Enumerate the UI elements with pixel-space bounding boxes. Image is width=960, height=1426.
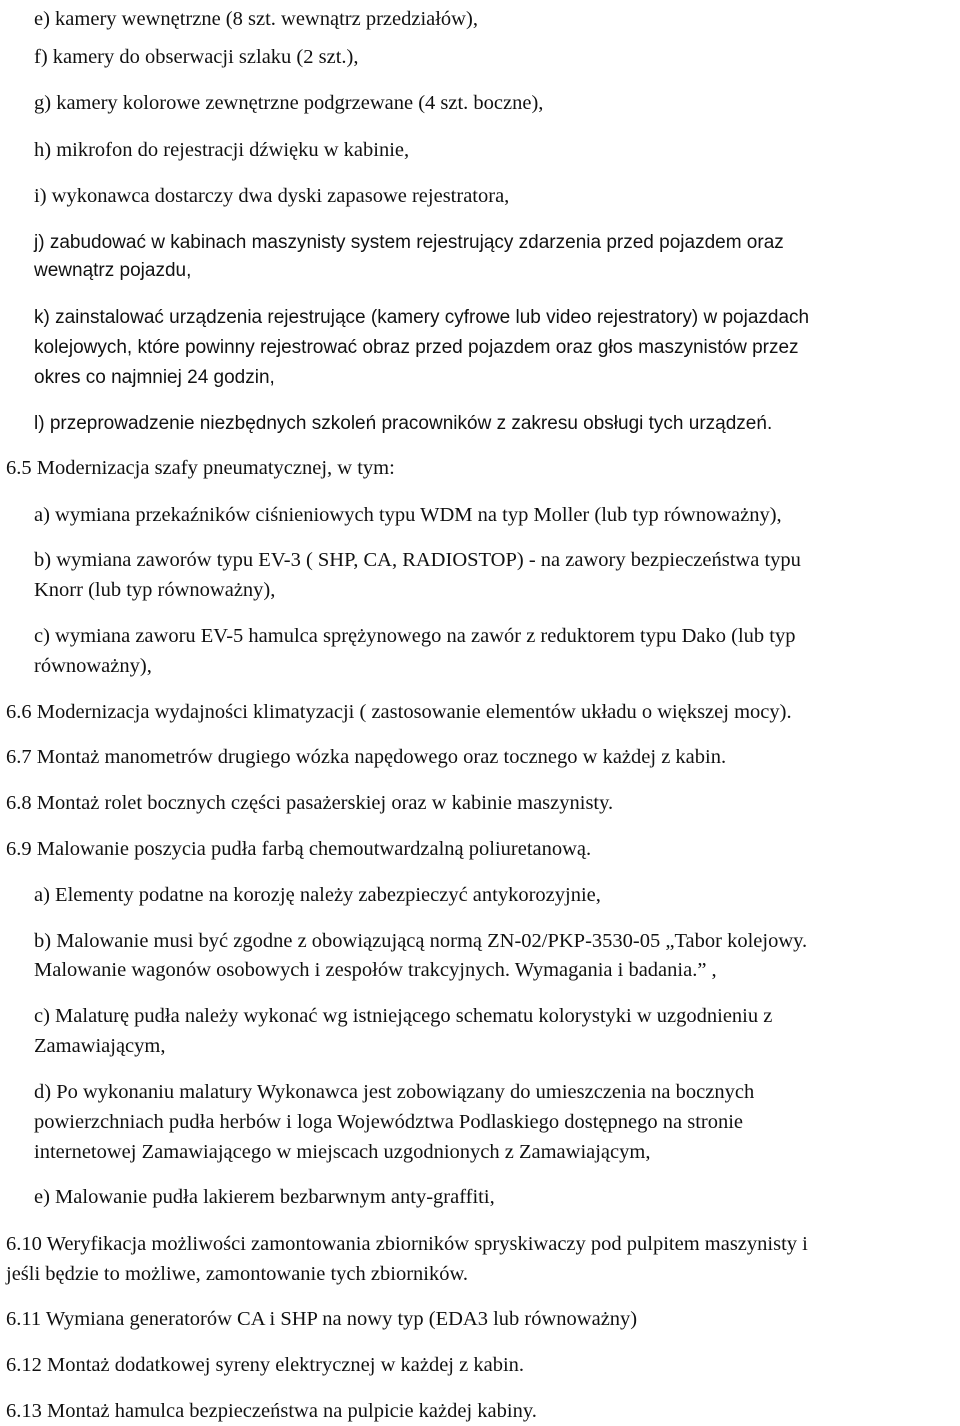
section-6-12: 6.12 Montaż dodatkowej syreny elektrycznej w każdej z kabin. [6,1354,525,1376]
item-j-line-1: j) zabudować w kabinach maszynisty system rejestrujący zdarzenia przed pojazdem oraz [34,232,784,253]
section-6-5-item-b-line-2: Knorr (lub typ równoważny), [34,579,276,601]
section-6-9-item-b-line-2: Malowanie wagonów osobowych i zespołów trakcyjnych. Wymagania i badania.” , [34,959,717,981]
section-6-9-item-d-line-3: internetowej Zamawiającego w miejscach uzgodnionych z Zamawiającym, [34,1141,651,1163]
item-g-cameras: g) kamery kolorowe zewnętrzne podgrzewane (4 szt. boczne), [34,92,544,114]
section-6-5-item-c-line-1: c) wymiana zaworu EV-5 hamulca sprężynowego na zawór z reduktorem typu Dako (lub typ [34,625,796,647]
item-j-line-2: wewnątrz pojazdu, [34,260,192,281]
section-6-10-line-1: 6.10 Weryfikacja możliwości zamontowania zbiorników spryskiwaczy pod pulpitem maszynisty i [6,1233,808,1255]
item-h-microphone: h) mikrofon do rejestracji dźwięku w kabinie, [34,139,410,161]
item-i-disks: i) wykonawca dostarczy dwa dyski zapasowe rejestratora, [34,185,510,207]
item-k-line-2: kolejowych, które powinny rejestrować obraz przed pojazdem oraz głos maszynistów przez [34,337,799,358]
section-6-9-item-c-line-2: Zamawiającym, [34,1035,166,1057]
item-f-cameras: f) kamery do obserwacji szlaku (2 szt.), [34,46,359,68]
section-6-9-heading: 6.9 Malowanie poszycia pudła farbą chemoutwardzalną poliuretanową. [6,838,592,860]
section-6-5-item-a: a) wymiana przekaźników ciśnieniowych typu WDM na typ Moller (lub typ równoważny), [34,504,782,526]
section-6-9-item-e: e) Malowanie pudła lakierem bezbarwnym anty-graffiti, [34,1186,495,1208]
section-6-8: 6.8 Montaż rolet bocznych części pasażerskiej oraz w kabinie maszynisty. [6,792,614,814]
section-6-13: 6.13 Montaż hamulca bezpieczeństwa na pulpicie każdej kabiny. [6,1400,537,1422]
section-6-9-item-c-line-1: c) Malaturę pudła należy wykonać wg istniejącego schematu kolorystyki w uzgodnieniu z [34,1005,773,1027]
section-6-11: 6.11 Wymiana generatorów CA i SHP na nowy typ (EDA3 lub równoważny) [6,1308,638,1330]
section-6-7: 6.7 Montaż manometrów drugiego wózka napędowego oraz tocznego w każdej z kabin. [6,746,727,768]
section-6-5-item-b-line-1: b) wymiana zaworów typu EV-3 ( SHP, CA, RADIOSTOP) - na zawory bezpieczeństwa typu [34,549,801,571]
item-e-cameras: e) kamery wewnętrzne (8 szt. wewnątrz przedziałów), [34,8,478,30]
section-6-10-line-2: jeśli będzie to możliwe, zamontowanie tych zbiorników. [6,1263,469,1285]
section-6-6: 6.6 Modernizacja wydajności klimatyzacji ( zastosowanie elementów układu o większej mocy). [6,701,792,723]
section-6-9-item-a: a) Elementy podatne na korozję należy zabezpieczyć antykorozyjnie, [34,884,601,906]
section-6-5-item-c-line-2: równoważny), [34,655,152,677]
section-6-9-item-b-line-1: b) Malowanie musi być zgodne z obowiązującą normą ZN-02/PKP-3530-05 „Tabor kolejowy. [34,930,808,952]
section-6-9-item-d-line-1: d) Po wykonaniu malatury Wykonawca jest zobowiązany do umieszczenia na bocznych [34,1081,755,1103]
section-6-5-heading: 6.5 Modernizacja szafy pneumatycznej, w tym: [6,457,395,479]
item-k-line-1: k) zainstalować urządzenia rejestrujące (kamery cyfrowe lub video rejestratory) w pojazdach [34,307,810,328]
item-l-training: l) przeprowadzenie niezbędnych szkoleń pracowników z zakresu obsługi tych urządzeń. [34,413,773,434]
section-6-9-item-d-line-2: powierzchniach pudła herbów i loga Województwa Podlaskiego dostępnego na stronie [34,1111,744,1133]
item-k-line-3: okres co najmniej 24 godzin, [34,367,275,388]
